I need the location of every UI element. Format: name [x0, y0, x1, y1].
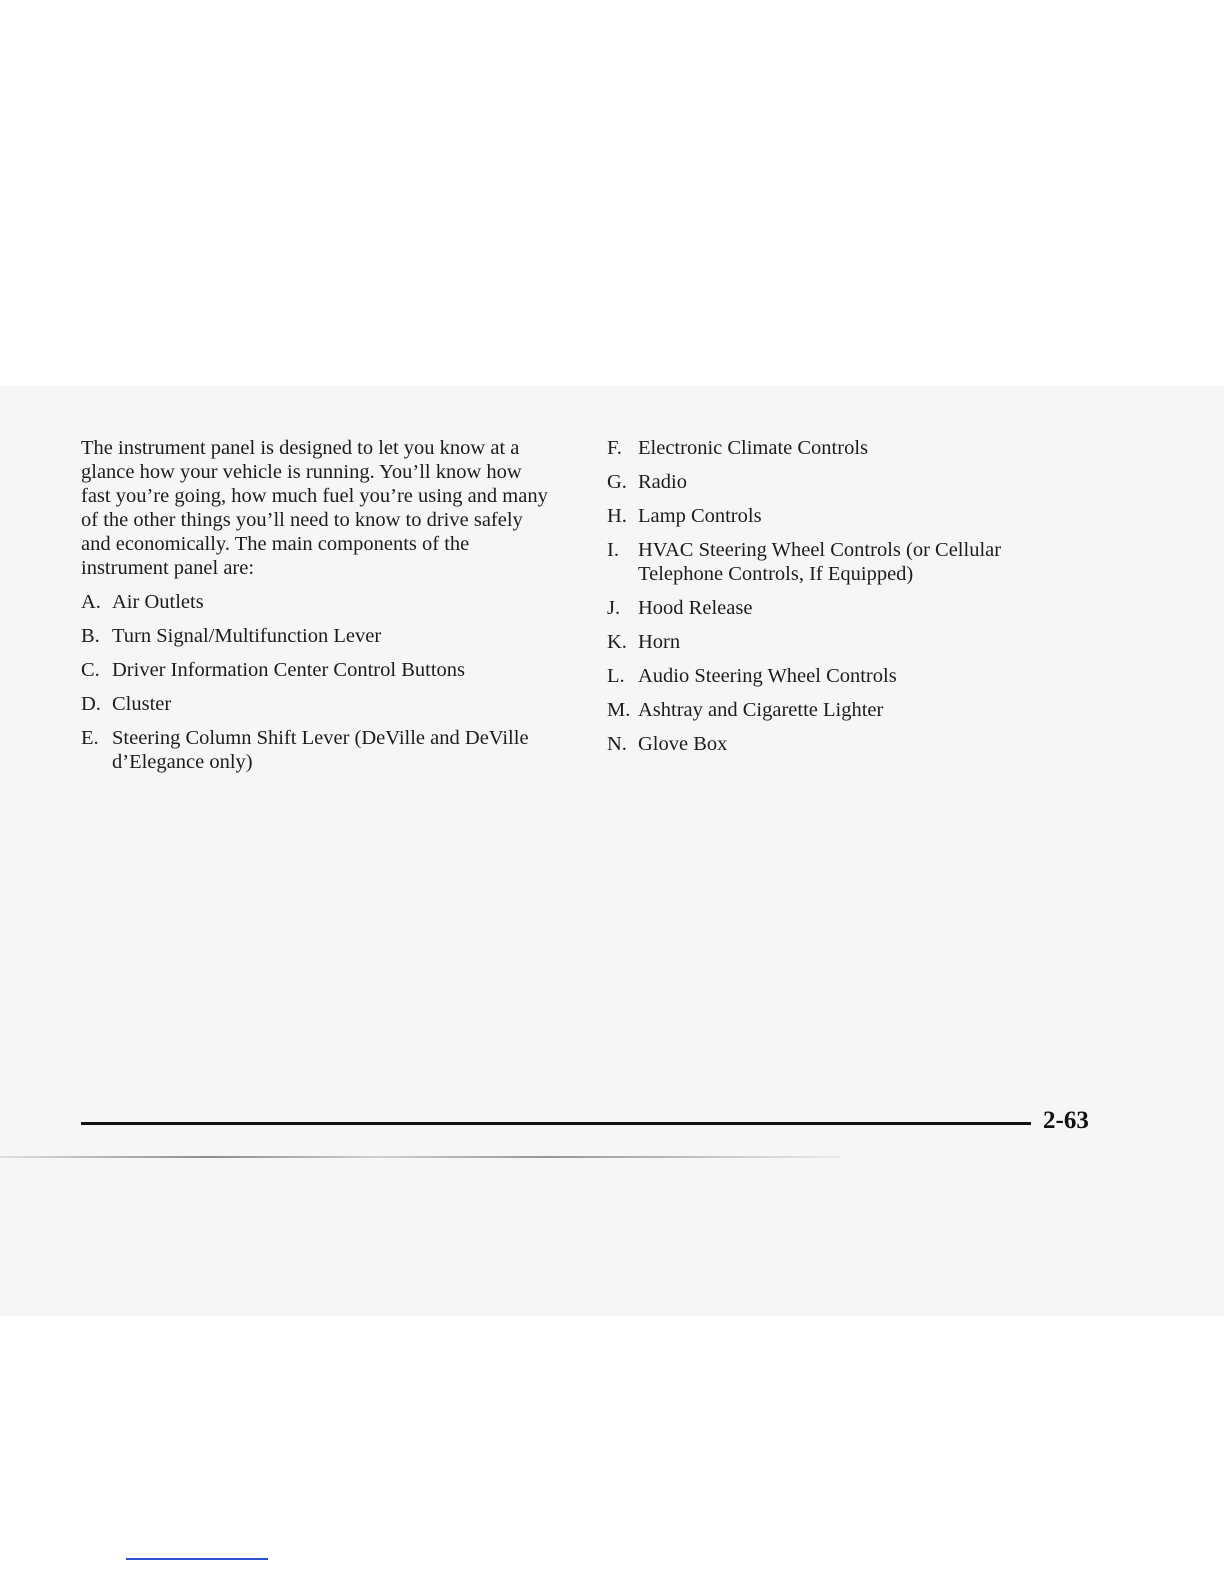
right-column	[607, 436, 1037, 766]
list-item	[607, 436, 1037, 460]
list-item	[81, 590, 556, 614]
item-letter: K.	[607, 631, 627, 653]
list-item	[607, 630, 1037, 654]
item-text: Electronic Climate Controls	[638, 437, 869, 459]
item-text: Glove Box	[638, 733, 728, 755]
item-letter: I.	[607, 539, 619, 561]
right-component-list	[607, 436, 1037, 756]
list-item	[607, 732, 1037, 756]
scan-artifact-line	[0, 1156, 840, 1158]
list-item	[81, 726, 556, 774]
item-letter: C.	[81, 659, 100, 681]
item-text: Air Outlets	[112, 591, 204, 613]
item-text: Steering Column Shift Lever (DeVille and DeVille d’Elegance only)	[112, 727, 529, 773]
item-letter: J.	[607, 597, 621, 619]
item-letter: B.	[81, 625, 100, 647]
list-item	[81, 692, 556, 716]
list-item	[607, 470, 1037, 494]
link-underline	[126, 1558, 268, 1560]
item-text: Hood Release	[638, 597, 753, 619]
item-text: Audio Steering Wheel Controls	[638, 665, 897, 687]
item-letter: H.	[607, 505, 627, 527]
item-text: Driver Information Center Control Buttons	[112, 659, 465, 681]
left-component-list	[81, 590, 556, 774]
item-text: HVAC Steering Wheel Controls (or Cellular Telephone Controls, If Equipped)	[638, 539, 1002, 585]
item-letter: N.	[607, 733, 627, 755]
item-text: Cluster	[112, 693, 172, 715]
page-number: 2-63	[1043, 1107, 1089, 1134]
list-item	[607, 596, 1037, 620]
list-item	[607, 504, 1037, 528]
item-letter: G.	[607, 471, 627, 493]
list-item	[81, 624, 556, 648]
item-text: Turn Signal/Multifunction Lever	[112, 625, 382, 647]
footer-rule	[81, 1122, 1031, 1125]
item-letter: L.	[607, 665, 625, 687]
item-text: Horn	[638, 631, 681, 653]
item-text: Radio	[638, 471, 687, 493]
list-item	[607, 664, 1037, 688]
list-item	[607, 698, 1037, 722]
list-item	[607, 538, 1037, 586]
item-letter: M.	[607, 699, 631, 721]
intro-paragraph: The instrument panel is designed to let you know at a glance how your vehicle is running. You’ll know how fast you’re going, how much fuel you’re using and many of the other things you’ll need to know to drive safely and economically. The main components of the instrument panel are:	[81, 437, 548, 579]
item-text: Ashtray and Cigarette Lighter	[638, 699, 884, 721]
left-column	[81, 436, 556, 784]
item-letter: D.	[81, 693, 101, 715]
list-item	[81, 658, 556, 682]
item-letter: F.	[607, 437, 622, 459]
item-text: Lamp Controls	[638, 505, 762, 527]
item-letter: E.	[81, 727, 99, 749]
item-letter: A.	[81, 591, 101, 613]
